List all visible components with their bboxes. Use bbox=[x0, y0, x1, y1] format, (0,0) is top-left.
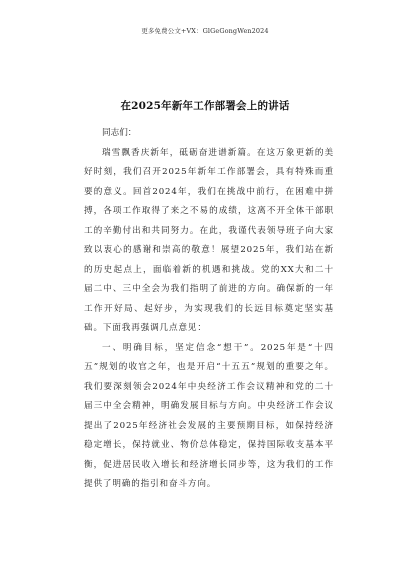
salutation: 同志们： bbox=[102, 128, 137, 138]
paragraph-point-one: 一、明确目标，坚定信念“想干”。2025年是“十四五”规划的收官之年，也是开启“十五五”规划的重要之年。我们要深刻领会2024年中央经济工作会议精神和党的二十届三中全会精神，明确发展目标与方向。中央经济工作会议提出了2025年经济社会发展的主要预期目标，如保持经济稳定增长，保持就业、物价总体稳定，保持国际收支基本平衡，促进居民收入增长和经济增长同步等，这为我们的工作提供了明确的指引和奋斗方向。 bbox=[84, 342, 334, 489]
document-title: 在2025年新年工作部署会上的讲话 bbox=[120, 100, 290, 112]
header-note: 更多免费公文+VX：GlGeGongWen2024 bbox=[141, 27, 269, 35]
document-body bbox=[84, 124, 334, 495]
paragraph-intro: 瑞雪飘香庆新年，砥砺奋进谱新篇。在这万象更新的美好时刻，我们召开2025年新年工作部署会，具有特殊而重要的意义。回首2024年，我们在挑战中前行，在困难中拼搏，各项工作取得了来之不易的成绩，这离不开全体干部职工的辛勤付出和共同努力。在此，我谨代表领导班子向大家致以衷心的感谢和崇高的敬意！展望2025年，我们站在新的历史起点上，面临着新的机遇和挑战。党的XX大和二十届二中、三中全会为我们指明了前进的方向。确保新的一年工作开好局、起好步，为实现我们的长远目标奠定坚实基础。下面我再强调几点意见： bbox=[84, 147, 334, 333]
